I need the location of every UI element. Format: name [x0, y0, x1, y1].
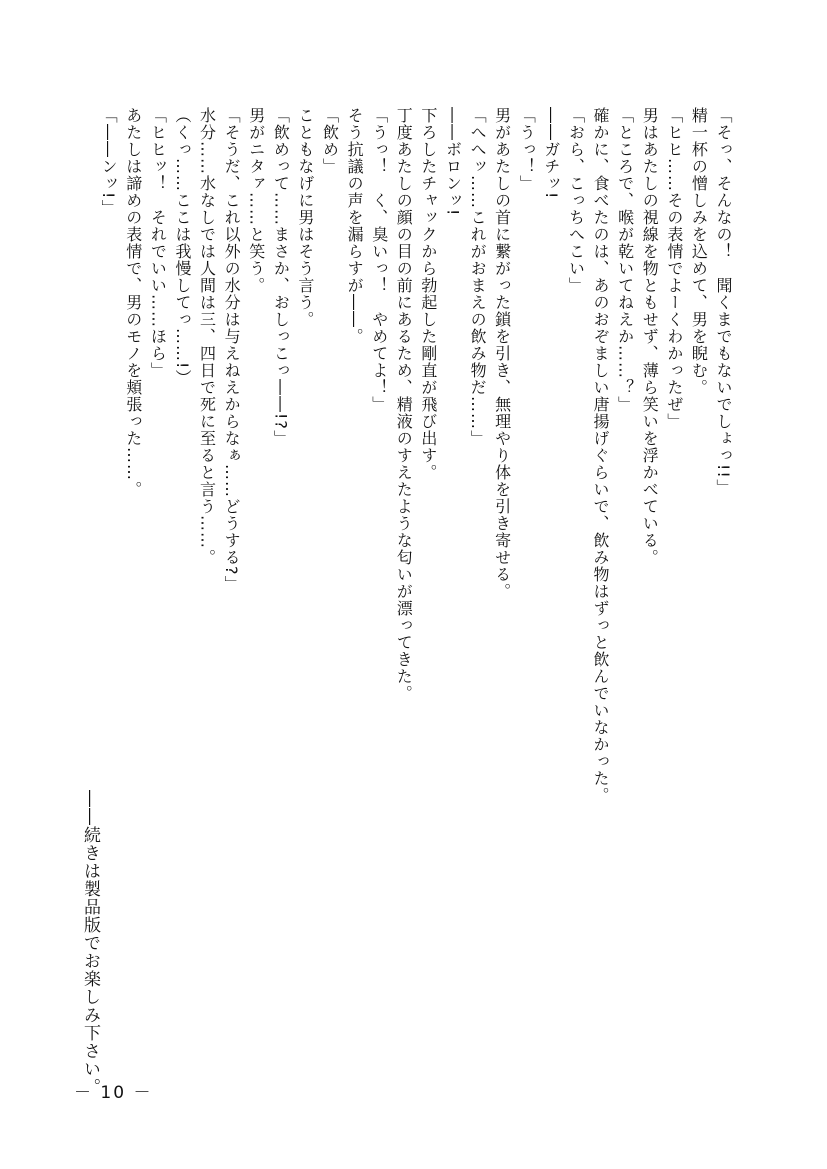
text-line: 下ろしたチャックから勃起した剛直が飛び出す。	[418, 107, 438, 481]
text-line: 「うっ！」	[517, 107, 537, 192]
text-line: 「おら、こっちへこい」	[566, 107, 586, 294]
text-line: 「ところで、喉が乾いてねえか……？」	[615, 107, 635, 413]
text-line: 「そうだ、これ以外の水分は与えねえからなぁ……どうする?」	[222, 107, 242, 593]
text-line: 男はあたしの視線を物ともせず、薄ら笑いを浮かべている。	[640, 107, 660, 566]
body-text	[96, 107, 735, 827]
text-line: そう抗議の声を漏らすが――。	[345, 107, 365, 345]
text-line: 確かに、食べたのは、あのおぞましい唐揚げぐらいで、飲み物はずっと飲んでいなかった。	[591, 107, 611, 804]
text-line: 「飲めって……まさか、おしっこっ――!?」	[271, 107, 291, 447]
text-line: 精一杯の憎しみを込めて、男を睨む。	[689, 107, 709, 396]
continued-notice: ――続きは製品版でお楽しみ下さい。	[80, 790, 100, 1096]
text-line: ――ボロンッ!	[443, 107, 463, 217]
text-line: 「へへッ……これがおまえの飲み物だ……」	[468, 107, 488, 447]
page-number: － 10 －	[74, 1083, 153, 1103]
text-line: 「――ンッ!」	[99, 107, 119, 217]
text-line: あたしは諦めの表情で、男のモノを頬張った……。	[123, 107, 143, 498]
text-line: （くっ……ここは我慢してっ……!）	[172, 107, 192, 387]
text-line: 水分……水なしでは人間は三、四日で死に至ると言う……。	[197, 107, 217, 566]
text-line: 「飲め」	[320, 107, 340, 175]
text-line: 男がニタァ……と笑う。	[246, 107, 266, 294]
text-line: 丁度あたしの顔の目の前にあるため、精液のすえたような匂いが漂ってきた。	[394, 107, 414, 702]
text-line: 「うっ！ く、臭いっ！ やめてよ！」	[369, 107, 389, 413]
text-line: ――ガチッ!	[541, 107, 561, 200]
text-line: 「そっ、そんなの！ 聞くまでもないでしょっ!!」	[714, 107, 733, 496]
text-line: 「ヒヒ……その表情でよーくわかったぜ」	[664, 107, 684, 430]
text-line: 男があたしの首に繋がった鎖を引き、無理やり体を引き寄せる。	[492, 107, 512, 600]
text-line: 「ヒヒッ！ それでいい……ほら」	[148, 107, 168, 379]
text-line: こともなげに男はそう言う。	[295, 107, 315, 328]
